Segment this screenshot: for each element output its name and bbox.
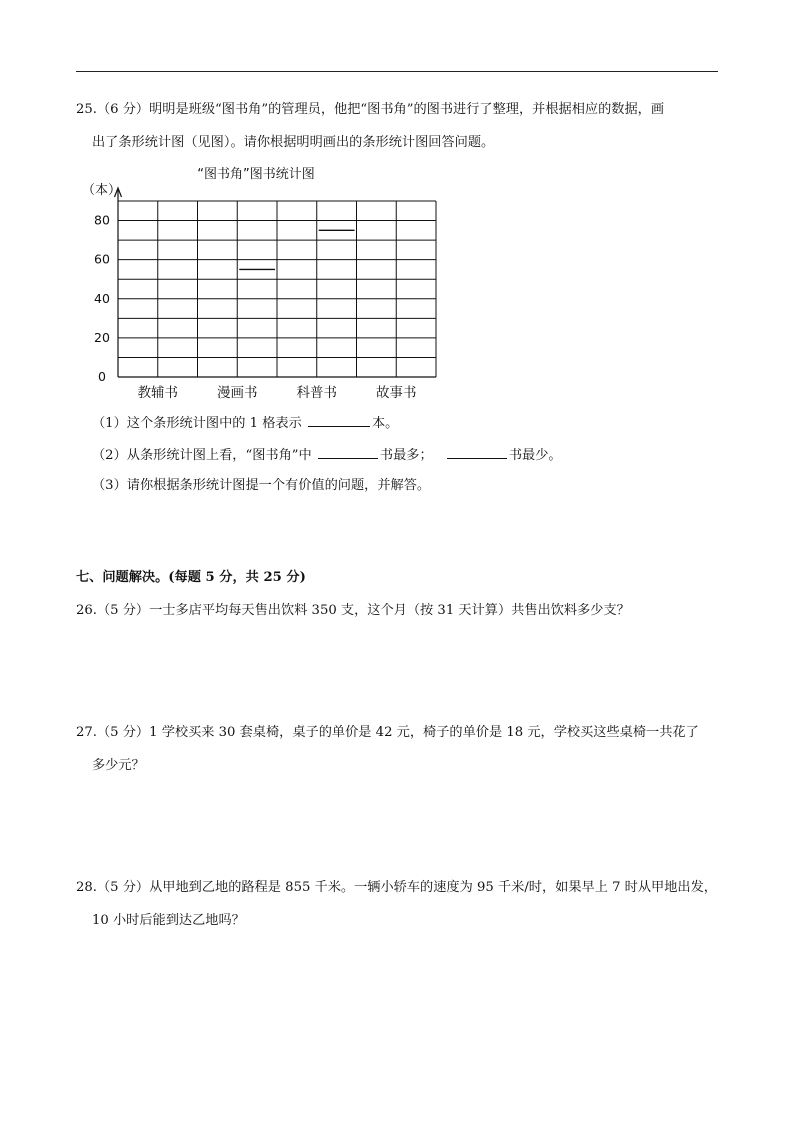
y-tick-label: 80	[94, 212, 110, 228]
q27-line1: 27.（5 分）1 学校买来 30 套桌椅，桌子的单价是 42 元，椅子的单价是 18 元，学校买这些桌椅一共花了	[76, 725, 699, 740]
x-tick-label: 科普书	[296, 385, 337, 401]
q26-text: 26.（5 分）一士多店平均每天售出饮料 350 支，这个月（按 31 天计算）共售出饮料多少支？	[76, 603, 630, 618]
x-tick-label: 教辅书	[137, 385, 178, 401]
bar-chart	[80, 160, 460, 404]
header-rule	[76, 71, 718, 72]
q25-sub1	[92, 415, 398, 431]
y-tick-label: 40	[94, 290, 110, 306]
y-tick-label: 0	[98, 369, 106, 384]
section-7-title: 七、问题解决。(每题 5 分，共 25 分)	[76, 570, 306, 585]
answer-blank-1[interactable]	[308, 415, 370, 427]
q25-sub2-suffix: 书最少。	[508, 448, 562, 463]
q25-sub3: （3）请你根据条形统计图提一个有价值的问题，并解答。	[92, 478, 431, 493]
answer-blank-2[interactable]	[318, 447, 378, 459]
chart-y-ticks	[94, 213, 110, 384]
q27-line2: 多少元？	[92, 758, 145, 773]
y-tick-label: 60	[94, 251, 110, 267]
q25-sub2-mid: 书最多；	[379, 448, 433, 463]
q25-line1: 25.（6 分）明明是班级“图书角”的管理员，他把“图书角”的图书进行了整理，并根据相应的数据，画	[76, 102, 665, 117]
x-tick-label: 漫画书	[217, 385, 258, 401]
q28-line1: 28.（5 分）从甲地到乙地的路程是 855 千米。一辆小轿车的速度为 95 千米/时，如果早上 7 时从甲地出发，	[76, 880, 717, 895]
q25-sub2-prefix: （2）从条形统计图上看，“图书角”中	[92, 448, 312, 463]
y-tick-label: 20	[94, 329, 110, 345]
chart-title: “图书角”图书统计图	[197, 167, 315, 182]
chart-bars	[239, 230, 354, 269]
q25-line2: 出了条形统计图（见图）。请你根据明明画出的条形统计图回答问题。	[92, 135, 495, 150]
q25-sub1-suffix: 本。	[372, 416, 399, 431]
chart-x-ticks	[138, 384, 417, 401]
q25-sub2	[92, 447, 562, 463]
answer-blank-3[interactable]	[447, 447, 507, 459]
q25-sub1-prefix: （1）这个条形统计图中的 1 格表示	[92, 416, 302, 431]
chart-ylabel: （本）	[82, 183, 122, 198]
x-tick-label: 故事书	[376, 385, 417, 401]
q28-line2: 10 小时后能到达乙地吗？	[92, 913, 245, 928]
chart-grid	[115, 188, 437, 377]
